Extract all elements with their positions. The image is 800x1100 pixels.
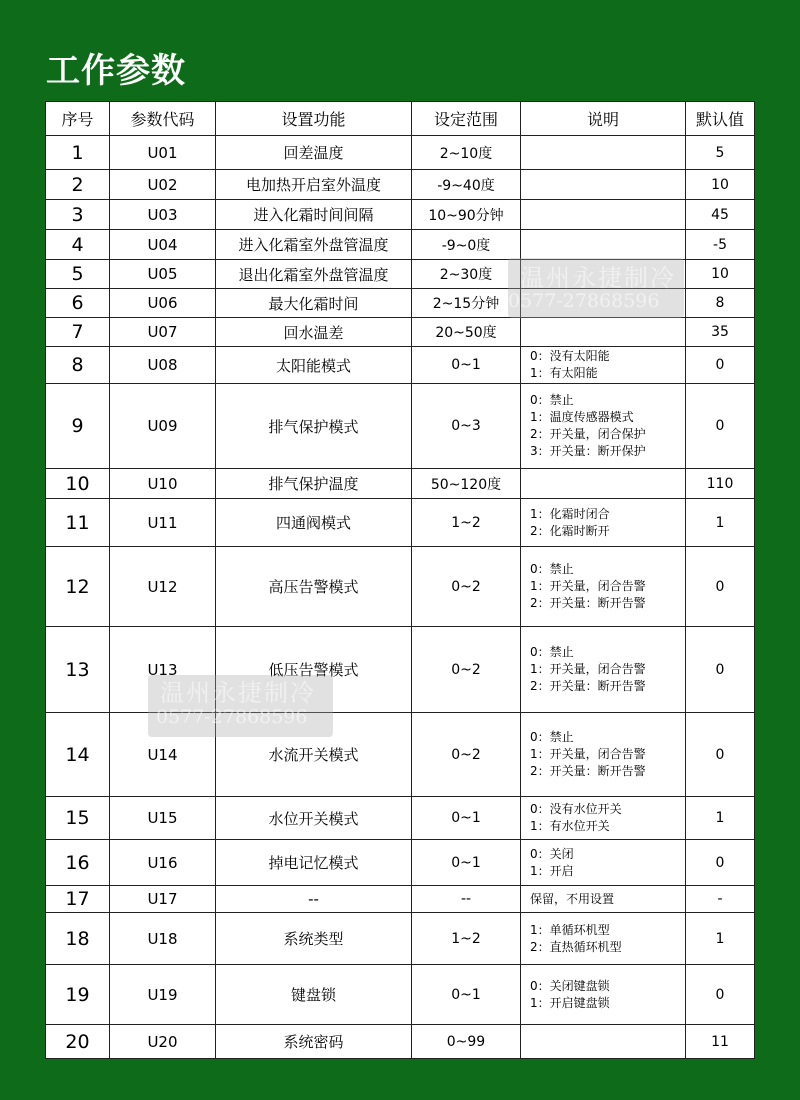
range-cell: 1~2 (412, 499, 521, 547)
default-cell: 110 (686, 469, 755, 499)
code-cell: U05 (110, 260, 216, 289)
code-cell: U06 (110, 289, 216, 318)
range-cell: -- (412, 886, 521, 913)
range-cell: 0~1 (412, 965, 521, 1025)
description-line: 1：开关量，闭合告警 (530, 579, 646, 593)
description-line: 0：禁止 (530, 730, 574, 744)
description-line: 0：关闭 (530, 846, 574, 861)
range-cell: -9~0度 (412, 230, 521, 260)
description-cell (521, 499, 686, 547)
description-line: 2：直热循环机型 (530, 939, 622, 954)
description-cell (521, 384, 686, 469)
function-cell: 高压告警模式 (216, 547, 412, 627)
default-cell: 1 (686, 797, 755, 840)
index-cell: 17 (46, 886, 110, 913)
default-cell: 0 (686, 840, 755, 886)
code-cell: U11 (110, 499, 216, 547)
table-row (46, 200, 755, 230)
description-line: 0：禁止 (530, 562, 574, 576)
default-cell: 0 (686, 627, 755, 713)
description-cell (521, 913, 686, 965)
description-line: 1：温度传感器模式 (530, 410, 634, 424)
table-row (46, 797, 755, 840)
default-cell: 0 (686, 347, 755, 384)
table-row (46, 547, 755, 627)
index-cell: 18 (46, 913, 110, 965)
table-row (46, 318, 755, 347)
table-row (46, 499, 755, 547)
default-cell: - (686, 886, 755, 913)
function-cell: 水位开关模式 (216, 797, 412, 840)
description-line: 1：有水位开关 (530, 819, 610, 833)
table-body (46, 136, 755, 1059)
range-cell: -9~40度 (412, 170, 521, 200)
range-cell: 0~2 (412, 713, 521, 797)
description-line: 0：禁止 (530, 393, 574, 407)
description-cell (521, 713, 686, 797)
range-cell: 50~120度 (412, 469, 521, 499)
index-cell: 1 (46, 136, 110, 170)
description-line: 2：开关量：断开告警 (530, 679, 646, 693)
function-cell: 太阳能模式 (216, 347, 412, 384)
code-cell: U14 (110, 713, 216, 797)
function-cell: 最大化霜时间 (216, 289, 412, 318)
table-row (46, 713, 755, 797)
description-line: 0：禁止 (530, 645, 574, 659)
page-title: 工作参数 (46, 51, 186, 91)
description-line: 1：开启 (530, 863, 574, 878)
description-line: 1：开启键盘锁 (530, 995, 610, 1010)
code-cell: U09 (110, 384, 216, 469)
code-cell: U20 (110, 1025, 216, 1059)
index-cell: 8 (46, 347, 110, 384)
description-cell (521, 318, 686, 347)
description-cell (521, 347, 686, 384)
description-line: 1：有太阳能 (530, 366, 598, 380)
table-row (46, 913, 755, 965)
function-cell: -- (216, 886, 412, 913)
header-row (46, 102, 755, 136)
description-cell (521, 136, 686, 170)
default-cell: 8 (686, 289, 755, 318)
description-line: 3：开关量：断开保护 (530, 444, 646, 458)
index-cell: 6 (46, 289, 110, 318)
code-cell: U16 (110, 840, 216, 886)
table-row (46, 469, 755, 499)
range-cell: 0~1 (412, 840, 521, 886)
table-row (46, 384, 755, 469)
index-cell: 16 (46, 840, 110, 886)
range-cell: 2~15分钟 (412, 289, 521, 318)
default-cell: 10 (686, 260, 755, 289)
function-cell: 回水温差 (216, 318, 412, 347)
default-cell: 45 (686, 200, 755, 230)
default-cell: 11 (686, 1025, 755, 1059)
description-line: 0：没有太阳能 (530, 349, 610, 363)
range-cell: 0~1 (412, 347, 521, 384)
default-cell: 5 (686, 136, 755, 170)
index-cell: 3 (46, 200, 110, 230)
index-cell: 14 (46, 713, 110, 797)
range-cell: 0~3 (412, 384, 521, 469)
description-line: 2：化霜时断开 (530, 523, 610, 538)
default-cell: 0 (686, 547, 755, 627)
description-cell (521, 230, 686, 260)
function-cell: 回差温度 (216, 136, 412, 170)
description-line: 保留，不用设置 (530, 891, 615, 906)
range-cell: 1~2 (412, 913, 521, 965)
table-row (46, 230, 755, 260)
description-cell (521, 547, 686, 627)
code-cell: U18 (110, 913, 216, 965)
table-row (46, 886, 755, 913)
table-row (46, 260, 755, 289)
watermark-name: 温州永捷制冷 (520, 264, 676, 292)
watermark-phone-2: 0577-27868596 (156, 706, 308, 728)
table-row (46, 965, 755, 1025)
function-cell: 进入化霜时间间隔 (216, 200, 412, 230)
index-cell: 2 (46, 170, 110, 200)
header-range: 设定范围 (412, 102, 521, 136)
table-row (46, 1025, 755, 1059)
range-cell: 0~2 (412, 547, 521, 627)
function-cell: 四通阀模式 (216, 499, 412, 547)
function-cell: 进入化霜室外盘管温度 (216, 230, 412, 260)
function-cell: 系统密码 (216, 1025, 412, 1059)
description-cell (521, 170, 686, 200)
code-cell: U17 (110, 886, 216, 913)
range-cell: 20~50度 (412, 318, 521, 347)
description-line: 1：开关量，闭合告警 (530, 662, 646, 676)
description-line: 2：开关量：断开告警 (530, 596, 646, 610)
index-cell: 7 (46, 318, 110, 347)
default-cell: 10 (686, 170, 755, 200)
description-cell (521, 469, 686, 499)
description-cell (521, 200, 686, 230)
description-line: 1：开关量，闭合告警 (530, 747, 646, 761)
function-cell: 排气保护模式 (216, 384, 412, 469)
function-cell: 键盘锁 (216, 965, 412, 1025)
table-row (46, 136, 755, 170)
table-row (46, 347, 755, 384)
function-cell: 系统类型 (216, 913, 412, 965)
range-cell: 2~30度 (412, 260, 521, 289)
range-cell: 0~2 (412, 627, 521, 713)
range-cell: 0~99 (412, 1025, 521, 1059)
function-cell: 退出化霜室外盘管温度 (216, 260, 412, 289)
index-cell: 4 (46, 230, 110, 260)
code-cell: U13 (110, 627, 216, 713)
header-description: 说明 (521, 102, 686, 136)
description-line: 2：开关量，闭合保护 (530, 427, 646, 441)
index-cell: 11 (46, 499, 110, 547)
index-cell: 19 (46, 965, 110, 1025)
function-cell: 电加热开启室外温度 (216, 170, 412, 200)
code-cell: U03 (110, 200, 216, 230)
description-cell (521, 797, 686, 840)
table-row (46, 289, 755, 318)
table-row (46, 840, 755, 886)
code-cell: U07 (110, 318, 216, 347)
description-line: 2：开关量：断开告警 (530, 764, 646, 778)
function-cell: 水流开关模式 (216, 713, 412, 797)
watermark-name-2: 温州永捷制冷 (160, 679, 316, 707)
index-cell: 5 (46, 260, 110, 289)
range-cell: 0~1 (412, 797, 521, 840)
default-cell: -5 (686, 230, 755, 260)
code-cell: U04 (110, 230, 216, 260)
description-cell (521, 1025, 686, 1059)
index-cell: 20 (46, 1025, 110, 1059)
description-cell (521, 886, 686, 913)
header-function: 设置功能 (216, 102, 412, 136)
index-cell: 12 (46, 547, 110, 627)
watermark-phone: 0577-27868596 (508, 290, 660, 312)
description-line: 0：关闭键盘锁 (530, 978, 610, 993)
function-cell: 排气保护温度 (216, 469, 412, 499)
default-cell: 0 (686, 965, 755, 1025)
description-line: 0：没有水位开关 (530, 802, 622, 816)
header-index: 序号 (46, 102, 110, 136)
default-cell: 1 (686, 499, 755, 547)
index-cell: 13 (46, 627, 110, 713)
table-row (46, 170, 755, 200)
code-cell: U08 (110, 347, 216, 384)
code-cell: U19 (110, 965, 216, 1025)
function-cell: 掉电记忆模式 (216, 840, 412, 886)
table-row (46, 627, 755, 713)
description-cell (521, 840, 686, 886)
description-cell (521, 289, 686, 318)
header-default: 默认值 (686, 102, 755, 136)
default-cell: 35 (686, 318, 755, 347)
description-cell (521, 965, 686, 1025)
code-cell: U02 (110, 170, 216, 200)
default-cell: 0 (686, 713, 755, 797)
parameter-table (45, 101, 755, 1059)
default-cell: 0 (686, 384, 755, 469)
code-cell: U15 (110, 797, 216, 840)
description-line: 1：化霜时闭合 (530, 506, 610, 521)
index-cell: 10 (46, 469, 110, 499)
default-cell: 1 (686, 913, 755, 965)
header-code: 参数代码 (110, 102, 216, 136)
index-cell: 9 (46, 384, 110, 469)
index-cell: 15 (46, 797, 110, 840)
description-cell (521, 260, 686, 289)
code-cell: U10 (110, 469, 216, 499)
range-cell: 2~10度 (412, 136, 521, 170)
description-cell (521, 627, 686, 713)
code-cell: U12 (110, 547, 216, 627)
function-cell: 低压告警模式 (216, 627, 412, 713)
description-line: 1：单循环机型 (530, 922, 610, 937)
code-cell: U01 (110, 136, 216, 170)
range-cell: 10~90分钟 (412, 200, 521, 230)
